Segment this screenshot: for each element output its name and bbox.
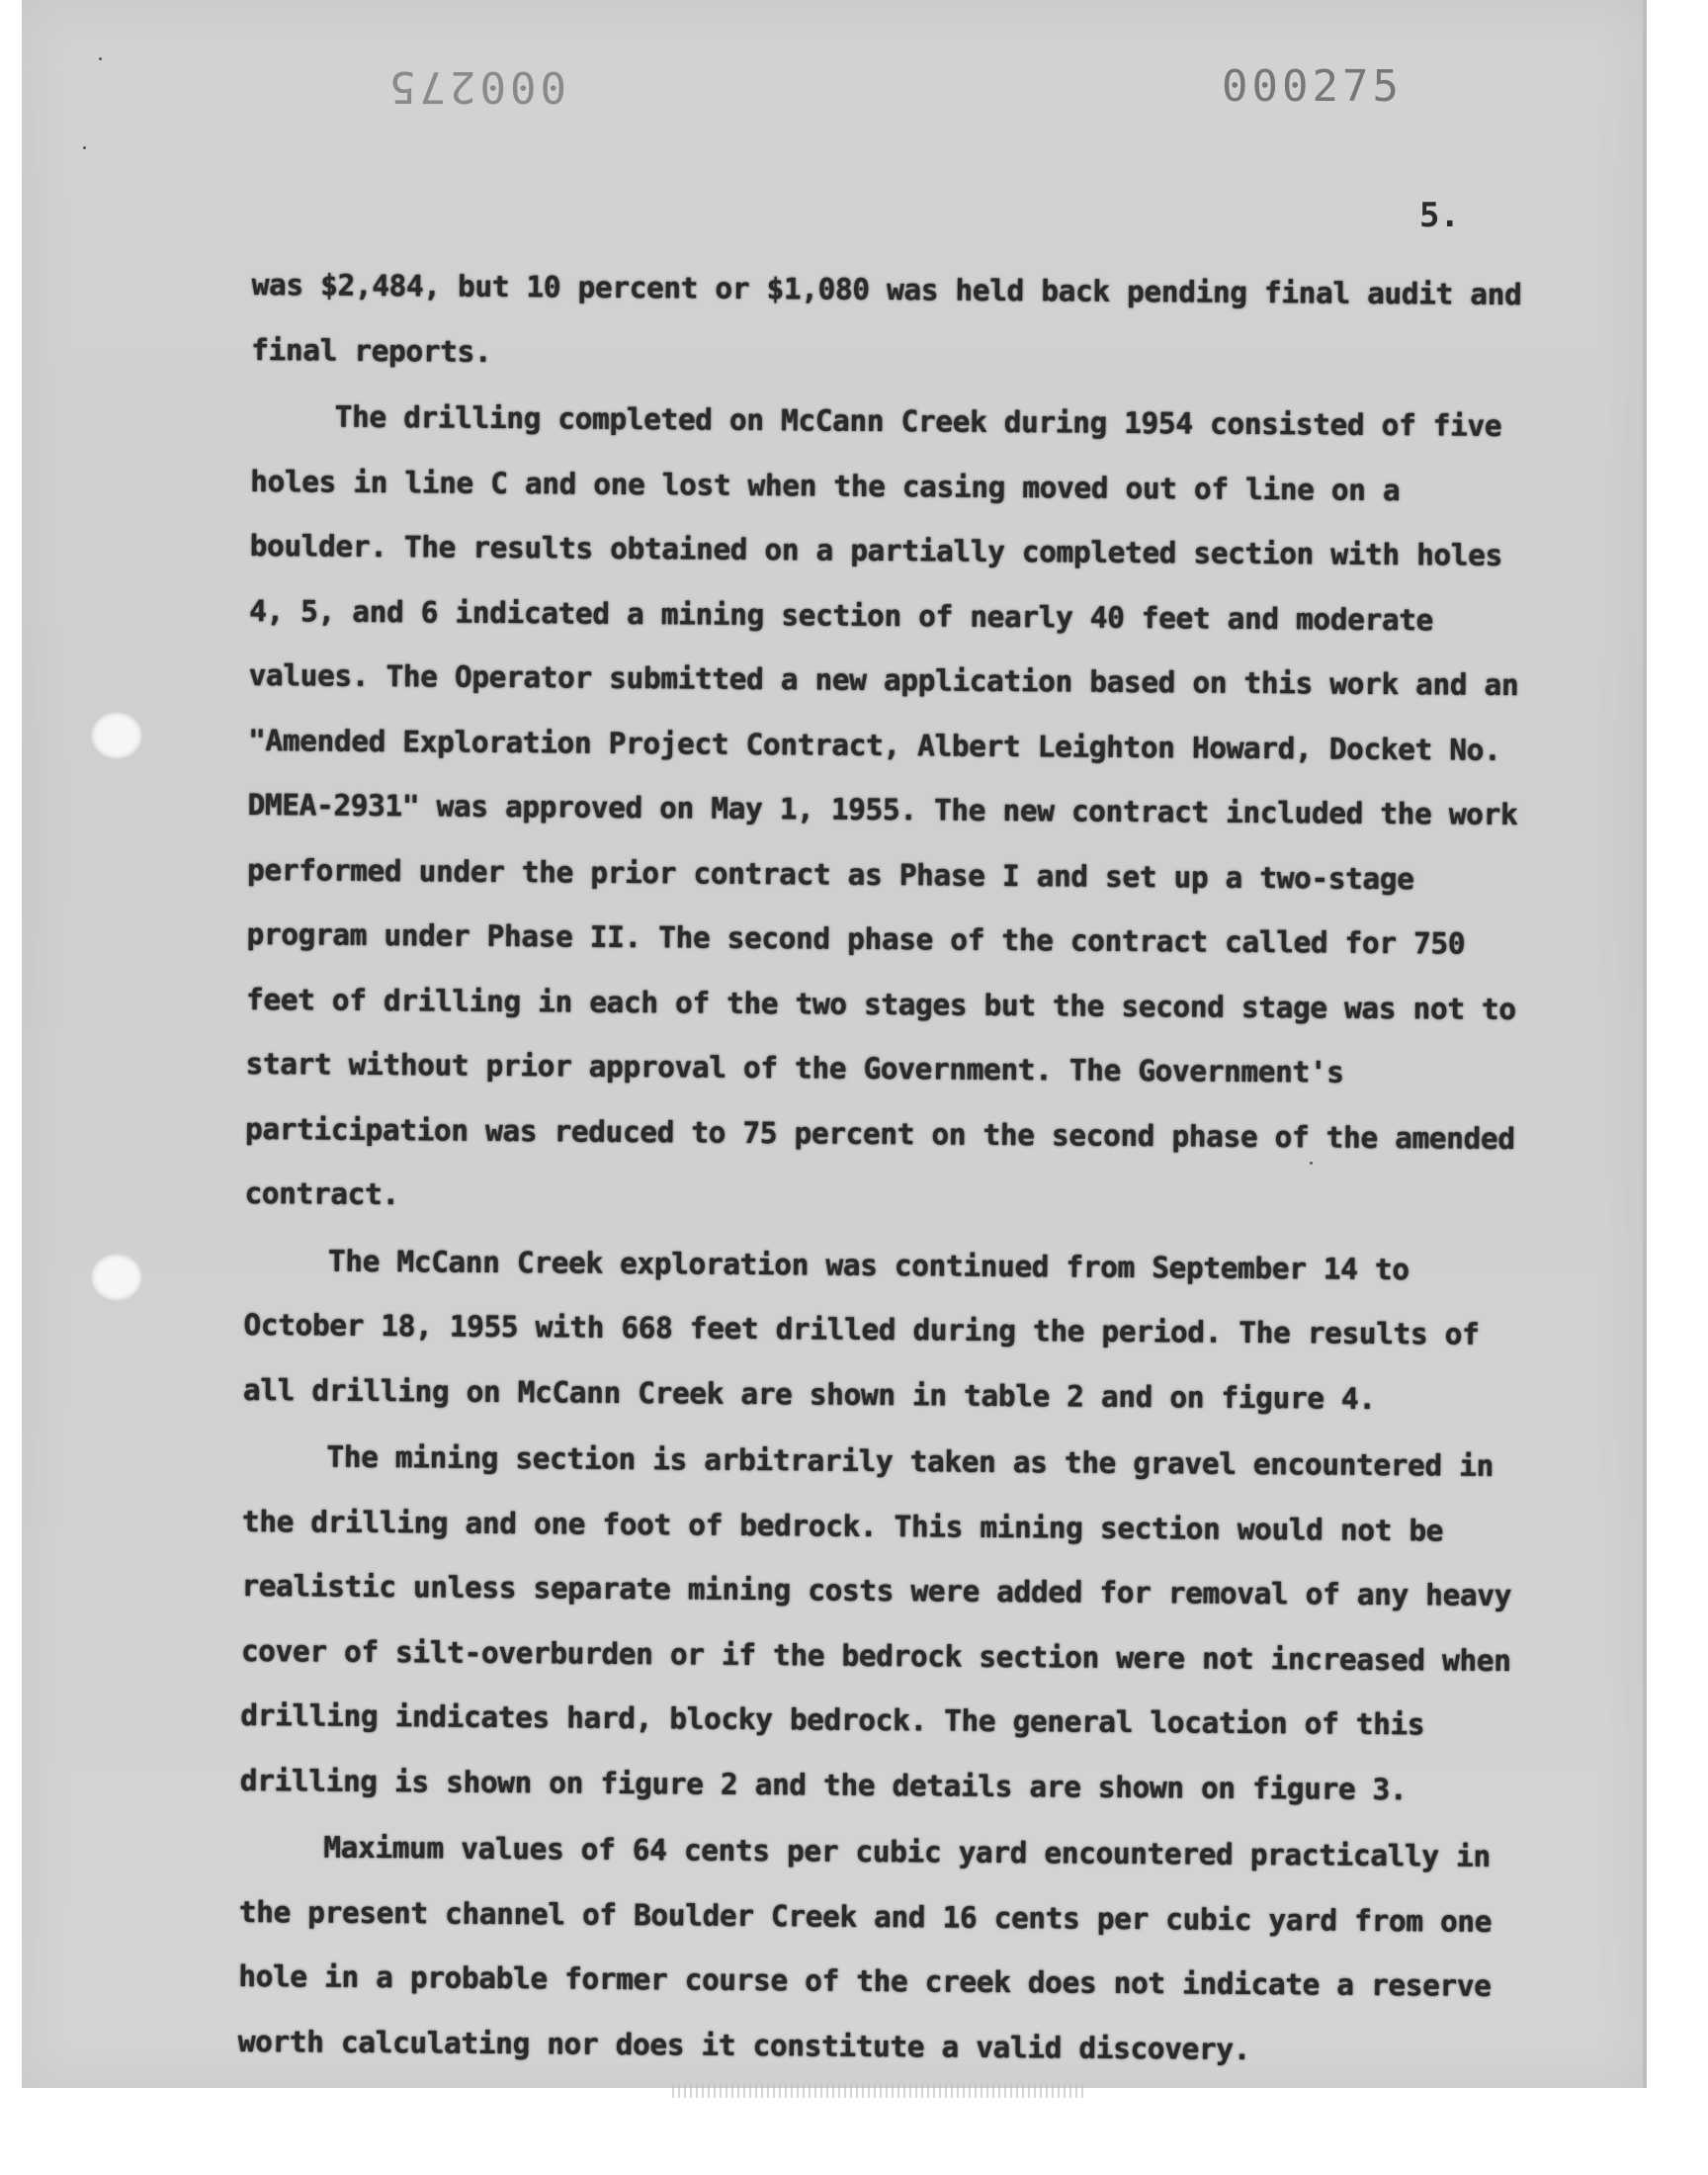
paragraph-continuation: was $2,484, but 10 percent or $1,080 was held back pending final audit and final reports. [251, 267, 1522, 369]
dust-speck [99, 57, 102, 60]
paragraph-maximum-values: Maximum values of 64 cents per cubic yard encountered practically in the present channel of Boulder Creek and 16 cents per cubic yard from one hole in a probable former course of the creek does not indicate a reserve worth calculating nor does it constitute a valid discovery. [237, 1830, 1493, 2066]
page-edge-shadow [1643, 0, 1647, 2088]
document-body [238, 253, 1532, 2084]
paragraph-drilling-1954: The drilling completed on McCann Creek during 1954 consisted of five holes in line C and one lost when the casing moved out of line on a boulder. The results obtained on a partially completed section with holes 4, 5, and 6 indicated a mining section of nearly 40 feet and moderate values. The Operator submitted a new application based on this work and an "Amended Exploration Project Contract, Albert Leighton Howard, Docket No. DMEA-2931" was approved on May 1, 1955. The new contract included the work performed under the prior contract as Phase I and set up a two-stage program under Phase II. The second phase of the contract called for 750 feet of drilling in each of the two stages but the second stage was not to start without prior approval of the Government. The Government's participation was reduced to 75 percent on the second phase of the amended contract. [244, 399, 1519, 1212]
paragraph-exploration-1955: The McCann Creek exploration was continued from September 14 to October 18, 1955 with 668 feet drilled during the period. The results of all drilling on McCann Creek are shown in table 2 and on figure 4. [242, 1244, 1480, 1416]
page-number: 5. [1419, 196, 1460, 235]
punch-hole-bottom [91, 1254, 142, 1301]
scan-artifact [672, 2084, 1087, 2098]
bleedthrough-stamp: 000275 [385, 61, 566, 112]
scan-margin [22, 2088, 1647, 2175]
bates-stamp: 000275 [1222, 61, 1403, 112]
dust-speck [83, 146, 86, 149]
paragraph-mining-section: The mining section is arbitrarily taken as the gravel encountered in the drilling and one foot of bedrock. This mining section would not be realistic unless separate mining costs were added for removal of any heavy cover of silt-overburden or if the bedrock section were not increased when drilling indicates hard, blocky bedrock. The general location of this drilling is shown on figure 2 and the details are shown on figure 3. [239, 1439, 1512, 1806]
punch-hole-top [91, 712, 142, 759]
